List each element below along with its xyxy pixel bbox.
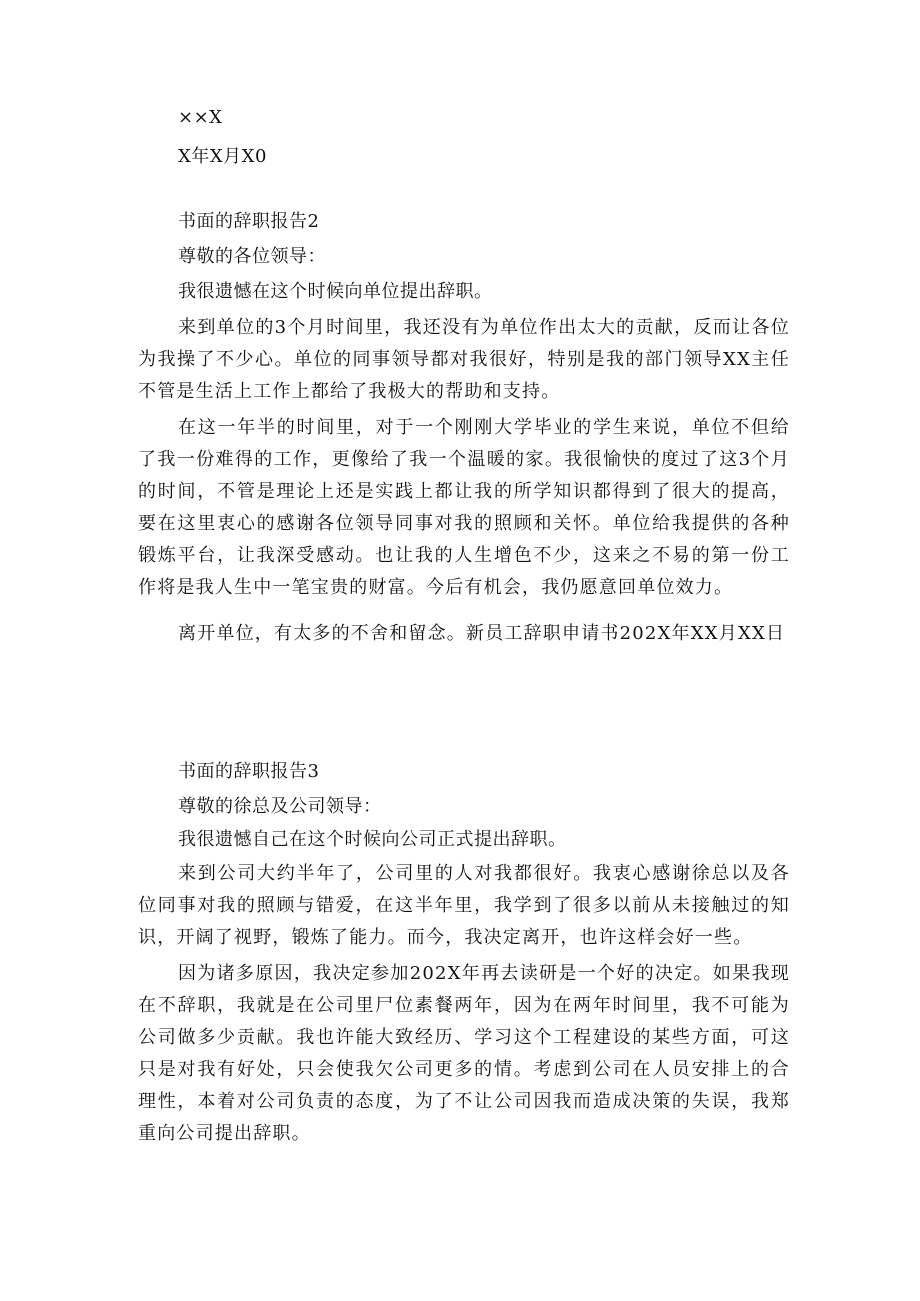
letter2-title: 书面的辞职报告2 (178, 211, 320, 232)
letter2-paragraph-2: 来到单位的3个月时间里，我还没有为单位作出太大的贡献，反而让各位为我操了不少心。单位的同事领导都对我很好，特别是我的部门领导XX主任不管是生活上工作上都给了我极大的帮助和支持。 (138, 317, 790, 402)
letter2-paragraph-1: 我很遗憾在这个时候向单位提出辞职。 (178, 281, 493, 302)
signature-date: X年X月X0 (178, 146, 267, 167)
letter2-paragraph-4: 离开单位，有太多的不舍和留念。新员工辞职申请书202X年XX月XX日 (178, 623, 786, 644)
letter3-paragraph-2: 来到公司大约半年了，公司里的人对我都很好。我衷心感谢徐总以及各位同事对我的照顾与错爱，在这半年里，我学到了很多以前从未接触过的知识，开阔了视野，锻炼了能力。而今，我决定离开，也许这样会好一些。 (138, 863, 790, 948)
letter2-salutation: 尊敬的各位领导： (178, 246, 326, 267)
letter3-paragraph-1: 我很遗憾自己在这个时候向公司正式提出辞职。 (178, 829, 567, 850)
letter3-title: 书面的辞职报告3 (178, 761, 320, 782)
letter3-paragraph-3: 因为诸多原因，我决定参加202X年再去读研是一个好的决定。如果我现在不辞职，我就是在公司里尸位素餐两年，因为在两年时间里，我不可能为公司做多少贡献。我也许能大致经历、学习这个工程建设的某些方面，可这只是对我有好处，只会使我欠公司更多的情。考虑到公司在人员安排上的合理性，本着对公司负责的态度，为了不让公司因我而造成决策的失误，我郑重向公司提出辞职。 (138, 963, 790, 1144)
signature-name: ××X (178, 107, 223, 128)
letter3-salutation: 尊敬的徐总及公司领导： (178, 796, 382, 817)
letter2-paragraph-3: 在这一年半的时间里，对于一个刚刚大学毕业的学生来说，单位不但给了我一份难得的工作，更像给了我一个温暖的家。我很愉快的度过了这3个月的时间，不管是理论上还是实践上都让我的所学知识都得到了很大的提高，要在这里衷心的感谢各位领导同事对我的照顾和关怀。单位给我提供的各种锻炼平台，让我深受感动。也让我的人生增色不少，这来之不易的第一份工作将是我人生中一笔宝贵的财富。今后有机会，我仍愿意回单位效力。 (138, 417, 790, 598)
